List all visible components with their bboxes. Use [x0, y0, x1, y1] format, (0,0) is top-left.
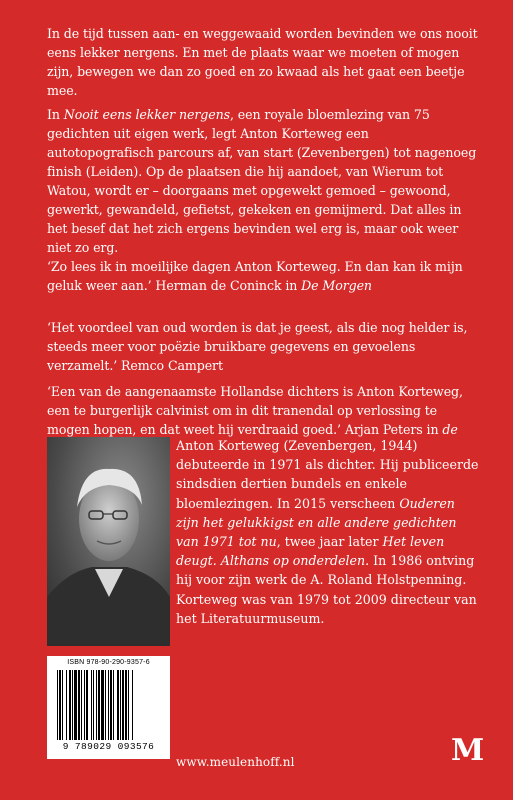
quote-source: de [442, 422, 458, 437]
barcode-bar [91, 670, 92, 740]
quote-text: ‘Een van de aangenaamste Hollandse dichters is Anton Korteweg, een te burgerlijk calvinist om in dit tranendal op verlossing te mogen hopen, en dat weet hij verdraaid goed.’ Arjan Peters in [47, 384, 463, 437]
barcode-bar [57, 670, 58, 740]
bio-text-3: In 1986 ontving hij voor zijn werk de A. Roland Holstpenning. Korteweg was van 1979 tot 2009 directeur van het Literatuurmuseum. [176, 553, 477, 626]
barcode-bar [62, 670, 63, 740]
barcode-bar [122, 670, 124, 740]
barcode-bar [108, 670, 109, 740]
barcode-bar [72, 670, 73, 740]
intro-paragraph-1: In de tijd tussen aan- en weggewaaid worden bevinden we ons nooit eens lekker nergens. En met de plaats waar we moeten of mogen zijn, bewegen we dan zo goed en zo kwaad als het gaat een beetje mee. [47, 26, 478, 98]
barcode-bar [98, 670, 100, 740]
barcode-bar [113, 670, 114, 740]
barcode-bar [69, 670, 71, 740]
barcode-bar [93, 670, 94, 740]
barcode-bar [59, 670, 61, 740]
barcode-bar [120, 670, 121, 740]
barcode-bars [57, 670, 165, 740]
publisher-url: www.meulenhoff.nl [176, 755, 295, 769]
barcode-bar [128, 670, 129, 740]
barcode-bar [105, 670, 106, 740]
barcode-bar [78, 670, 80, 740]
bio-text-1: Anton Korteweg (Zevenbergen, 1944) debuteerde in 1971 als dichter. Hij publiceerde sindsdien dertien bundels en enkele bloemlezingen. In 2015 verscheen [176, 438, 479, 511]
intro-text-lead: In [47, 107, 64, 122]
author-photo [47, 437, 170, 646]
barcode-bar [132, 670, 133, 740]
quote-source: De Morgen [301, 278, 372, 293]
barcode-bar [101, 670, 104, 740]
barcode-panel [47, 656, 170, 759]
barcode-bar [117, 670, 119, 740]
barcode-bar [86, 670, 88, 740]
intro-text-body: , een royale bloemlezing van 75 gedichten uit eigen werk, legt Anton Korteweg een autotopografisch parcours af, van start (Zevenbergen) tot nagenoeg finish (Leiden). Op de plaatsen die hij aandoet, van Wierum tot Watou, wordt er – doorgaans met opgewekt gemoed – gewoond, gewerkt, gewandeld, gefietst, gekeken en gemijmerd. Dat alles in het besef dat het zich ergens bevinden wel erg is, maar ook weer niet zo erg. [47, 107, 477, 255]
bio-title-1: Ouderen zijn het gelukkigst en alle andere gedichten van 1971 tot nu [176, 495, 457, 550]
intro-paragraph-2 [47, 105, 479, 257]
barcode-bar [66, 670, 67, 740]
book-title: Nooit eens lekker nergens [63, 107, 230, 122]
quote-campert: ‘Het voordeel van oud worden is dat je geest, als die nog helder is, steeds meer voor poëzie bruikbare gegevens en gevoelens verzamelt.’ Remco Campert [47, 320, 468, 373]
bio-text-2: , twee jaar later [276, 534, 383, 550]
barcode-bar [84, 670, 85, 740]
barcode-bar [125, 670, 127, 740]
barcode-digits: 9 789029 093576 [62, 741, 155, 752]
publisher-logo: M [451, 733, 485, 768]
barcode-bar [96, 670, 97, 740]
isbn-label: ISBN 978-90-290-9357-6 [67, 659, 150, 666]
bio-title-2: Het leven deugt. Althans op onderdelen. [176, 534, 445, 569]
barcode-bar [81, 670, 82, 740]
quote-coninck [47, 257, 479, 295]
barcode-bar [74, 670, 77, 740]
author-bio [176, 436, 481, 628]
barcode-bar [110, 670, 112, 740]
author-portrait-image [47, 437, 170, 646]
quote-text: ‘Zo lees ik in moeilijke dagen Anton Korteweg. En dan kan ik mijn geluk weer aan.’ Herman de Coninck in [47, 259, 463, 293]
